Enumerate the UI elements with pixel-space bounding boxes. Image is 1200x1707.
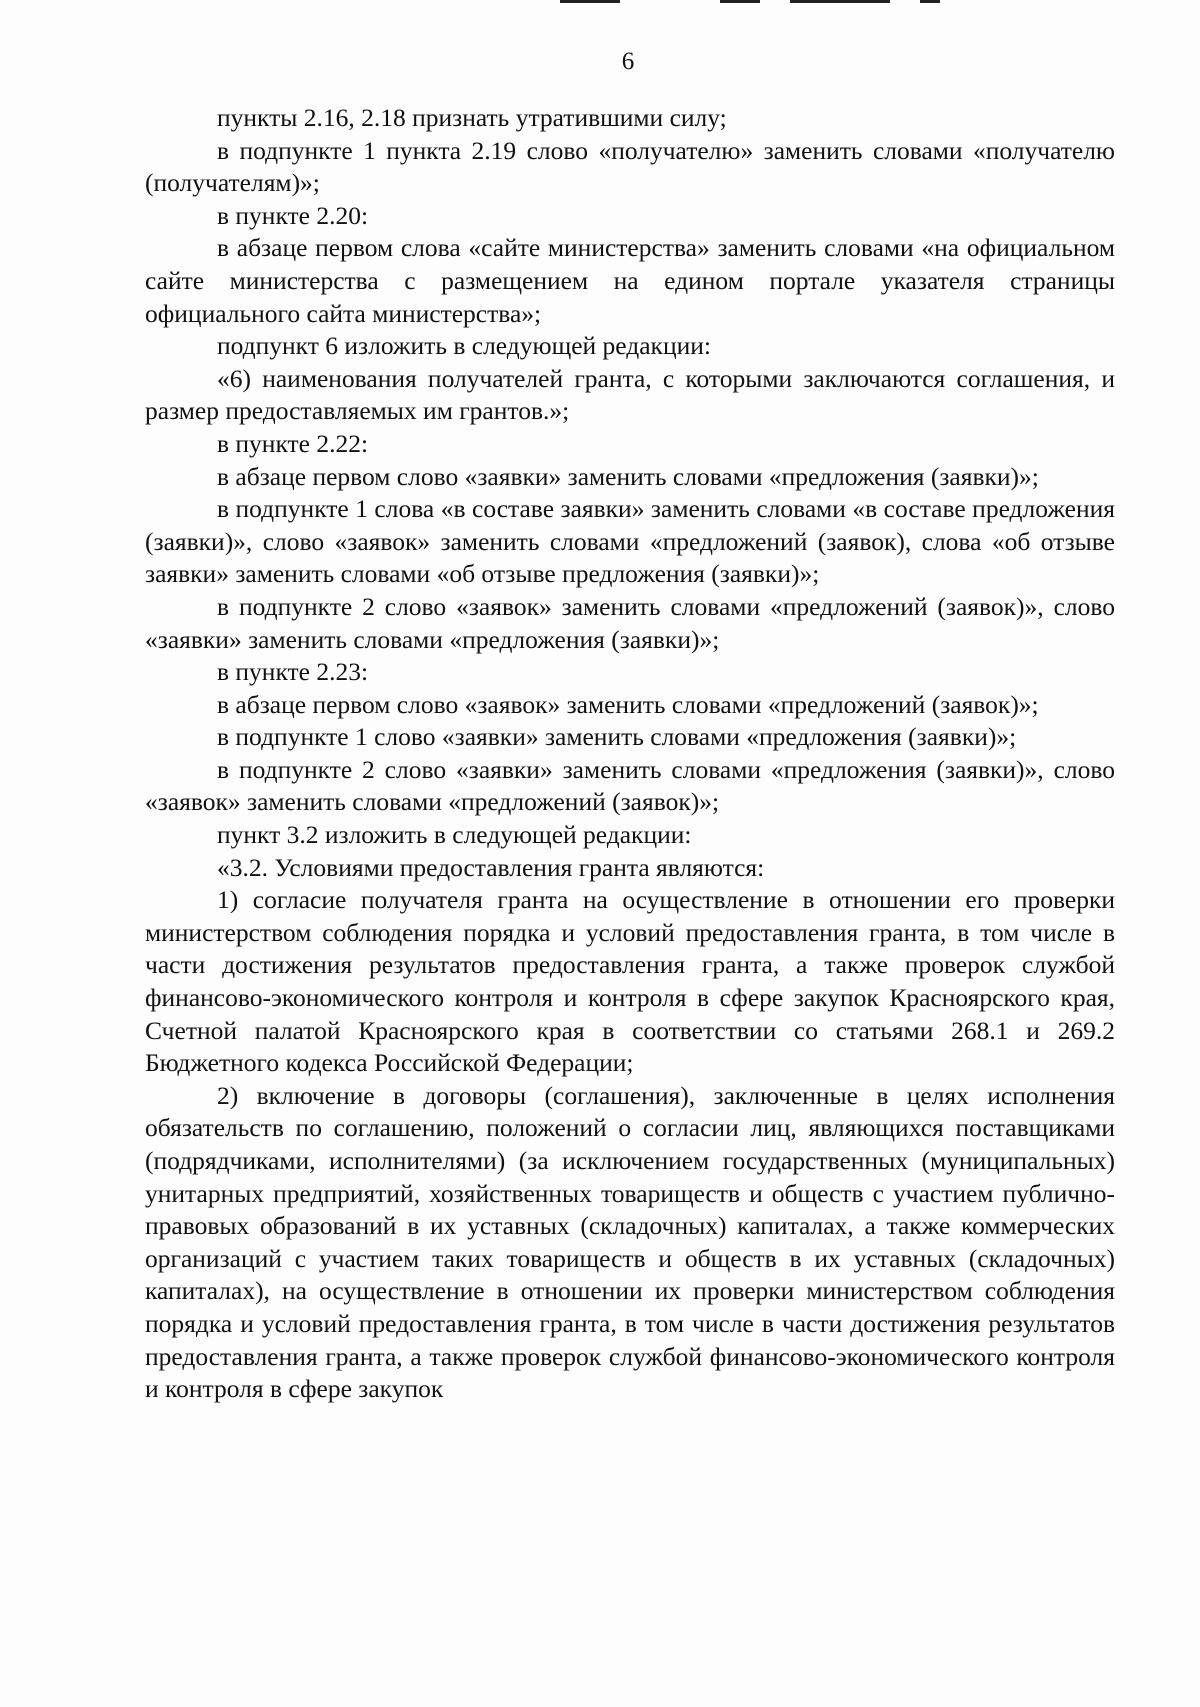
paragraph: в пункте 2.20: <box>217 200 369 230</box>
paragraph: подпункт 6 изложить в следующей редакции: <box>217 331 711 361</box>
paragraph: «6) наименования получателей гранта, с которыми заключаются соглашения, и размер предоставляемых им грантов.»; <box>145 363 1115 426</box>
scan-edge-mark <box>920 0 940 3</box>
paragraph: в пункте 2.22: <box>217 428 369 458</box>
paragraph: в подпункте 2 слово «заявки» заменить словами «предложения (заявки)», слово «заявок» заменить словами «предложений (заявок)»; <box>145 754 1115 817</box>
paragraph: 1) согласие получателя гранта на осуществление в отношении его проверки министерством соблюдения порядка и условий предоставления гранта, в том числе в части достижения результатов предоставления гранта, а также проверок службой финансово-экономического контроля и контроля в сфере закупок Красноярского края, Счетной палатой Красноярского края в соответствии со статьями 268.1 и 269.2 Бюджетного кодекса Российской Федерации; <box>145 885 1115 1078</box>
paragraph: в подпункте 1 слово «заявки» заменить словами «предложения (заявки)»; <box>217 722 1017 752</box>
paragraph: в абзаце первом слово «заявок» заменить словами «предложений (заявок)»; <box>217 689 1039 719</box>
paragraph: пункты 2.16, 2.18 признать утратившими силу; <box>217 103 727 132</box>
paragraph: в подпункте 1 пункта 2.19 слово «получателю» заменить словами «получателю (получателям)»; <box>145 135 1115 198</box>
paragraph: пункт 3.2 изложить в следующей редакции: <box>217 820 692 850</box>
page-number: 6 <box>621 48 635 75</box>
paragraph: в пункте 2.23: <box>217 657 369 687</box>
paragraph: в подпункте 1 слова «в составе заявки» заменить словами «в составе предложения (заявки)», слово «заявок» заменить словами «предложений (заявок), слова «об отзыве заявки» заменить словами «об отзыве предложения (заявки)»; <box>145 494 1115 589</box>
scan-edge-mark <box>790 0 890 3</box>
paragraph: «3.2. Условиями предоставления гранта являются: <box>217 852 765 882</box>
paragraph: в абзаце первом слово «заявки» заменить словами «предложения (заявки)»; <box>217 461 1039 491</box>
paragraph: 2) включение в договоры (соглашения), заключенные в целях исполнения обязательств по соглашению, положений о согласии лиц, являющихся поставщиками (подрядчиками, исполнителями) (за исключением государственных (муниципальных) унитарных предприятий, хозяйственных товариществ и обществ с участием публично-правовых образований в их уставных (складочных) капиталах, а также коммерческих организаций с участием таких товариществ и обществ в их уставных (складочных) капиталах), на осуществление в отношении их проверки министерством соблюдения порядка и условий предоставления гранта, в том числе в части достижения результатов предоставления гранта, а также проверок службой финансово-экономического контроля и контроля в сфере закупок <box>145 1080 1115 1404</box>
paragraph: в абзаце первом слова «сайте министерства» заменить словами «на официальном сайте министерства с размещением на едином портале указателя страницы официального сайта министерства»; <box>145 233 1115 328</box>
paragraph: в подпункте 2 слово «заявок» заменить словами «предложений (заявок)», слово «заявки» заменить словами «предложения (заявки)»; <box>145 591 1115 654</box>
scan-edge-mark <box>720 0 760 3</box>
scan-edge-mark <box>560 0 620 3</box>
document-body <box>145 102 1115 1406</box>
